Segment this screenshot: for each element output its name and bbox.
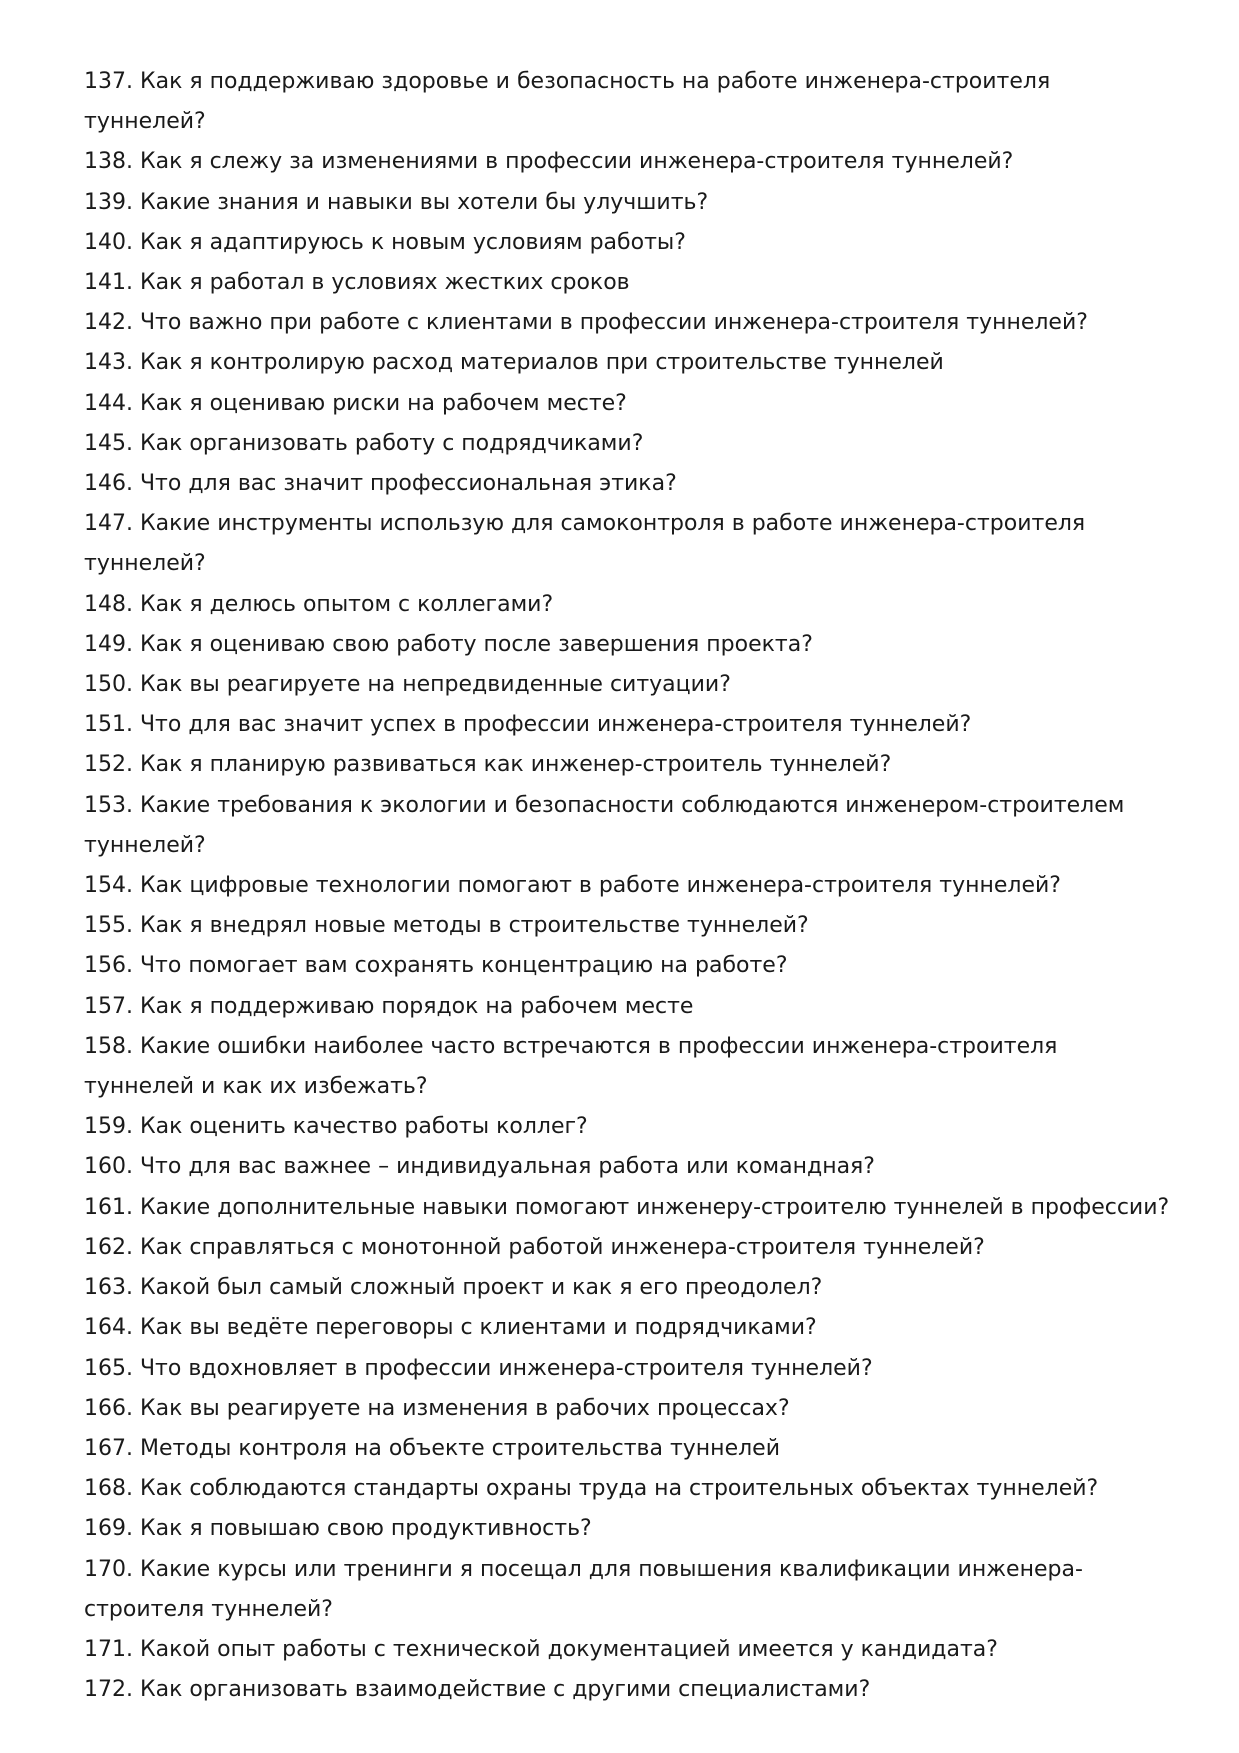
- question-item: 138. Как я слежу за изменениями в профессии инженера-строителя туннелей?: [84, 149, 1014, 175]
- question-item: 144. Как я оцениваю риски на рабочем месте?: [84, 390, 627, 416]
- question-item: 143. Как я контролирую расход материалов при строительстве туннелей: [84, 350, 944, 376]
- question-item: 170. Какие курсы или тренинги я посещал для повышения квалификации инженера-строителя туннелей?: [84, 1556, 1083, 1622]
- question-item: 172. Как организовать взаимодействие с другими специалистами?: [84, 1677, 871, 1703]
- question-item: 156. Что помогает вам сохранять концентрацию на работе?: [84, 953, 788, 979]
- question-item: 147. Какие инструменты использую для самоконтроля в работе инженера-строителя туннелей?: [84, 511, 1086, 577]
- question-item: 152. Как я планирую развиваться как инженер-строитель туннелей?: [84, 752, 892, 778]
- question-item: 148. Как я делюсь опытом с коллегами?: [84, 591, 554, 617]
- question-item: 145. Как организовать работу с подрядчиками?: [84, 430, 644, 456]
- question-item: 155. Как я внедрял новые методы в строительстве туннелей?: [84, 913, 809, 939]
- question-item: 159. Как оценить качество работы коллег?: [84, 1114, 588, 1140]
- question-item: 160. Что для вас важнее – индивидуальная работа или командная?: [84, 1154, 875, 1180]
- question-item: 169. Как я повышаю свою продуктивность?: [84, 1516, 592, 1542]
- question-item: 154. Как цифровые технологии помогают в работе инженера-строителя туннелей?: [84, 873, 1061, 899]
- question-item: 140. Как я адаптируюсь к новым условиям работы?: [84, 229, 686, 255]
- question-item: 139. Какие знания и навыки вы хотели бы улучшить?: [84, 189, 709, 215]
- question-item: 141. Как я работал в условиях жестких сроков: [84, 270, 630, 296]
- question-item: 161. Какие дополнительные навыки помогают инженеру-строителю туннелей в профессии?: [84, 1194, 1170, 1220]
- question-item: 157. Как я поддерживаю порядок на рабочем месте: [84, 993, 694, 1019]
- question-item: 165. Что вдохновляет в профессии инженера-строителя туннелей?: [84, 1355, 873, 1381]
- question-item: 142. Что важно при работе с клиентами в профессии инженера-строителя туннелей?: [84, 310, 1088, 336]
- question-item: 137. Как я поддерживаю здоровье и безопасность на работе инженера-строителя туннелей?: [84, 69, 1051, 135]
- question-item: 162. Как справляться с монотонной работой инженера-строителя туннелей?: [84, 1234, 985, 1260]
- question-item: 151. Что для вас значит успех в профессии инженера-строителя туннелей?: [84, 712, 972, 738]
- question-item: 166. Как вы реагируете на изменения в рабочих процессах?: [84, 1395, 790, 1421]
- question-list: [84, 62, 1174, 1710]
- question-item: 158. Какие ошибки наиболее часто встречаются в профессии инженера-строителя туннелей и как их избежать?: [84, 1033, 1058, 1100]
- question-item: 168. Как соблюдаются стандарты охраны труда на строительных объектах туннелей?: [84, 1476, 1099, 1502]
- question-item: 153. Какие требования к экологии и безопасности соблюдаются инженером-строителем туннелей?: [84, 792, 1125, 858]
- question-item: 150. Как вы реагируете на непредвиденные ситуации?: [84, 672, 731, 698]
- question-item: 149. Как я оцениваю свою работу после завершения проекта?: [84, 631, 813, 657]
- question-item: 164. Как вы ведёте переговоры с клиентами и подрядчиками?: [84, 1315, 817, 1341]
- question-item: 171. Какой опыт работы с технической документацией имеется у кандидата?: [84, 1636, 998, 1662]
- question-item: 163. Какой был самый сложный проект и как я его преодолел?: [84, 1275, 823, 1301]
- question-item: 167. Методы контроля на объекте строительства туннелей: [84, 1435, 780, 1461]
- question-item: 146. Что для вас значит профессиональная этика?: [84, 471, 677, 497]
